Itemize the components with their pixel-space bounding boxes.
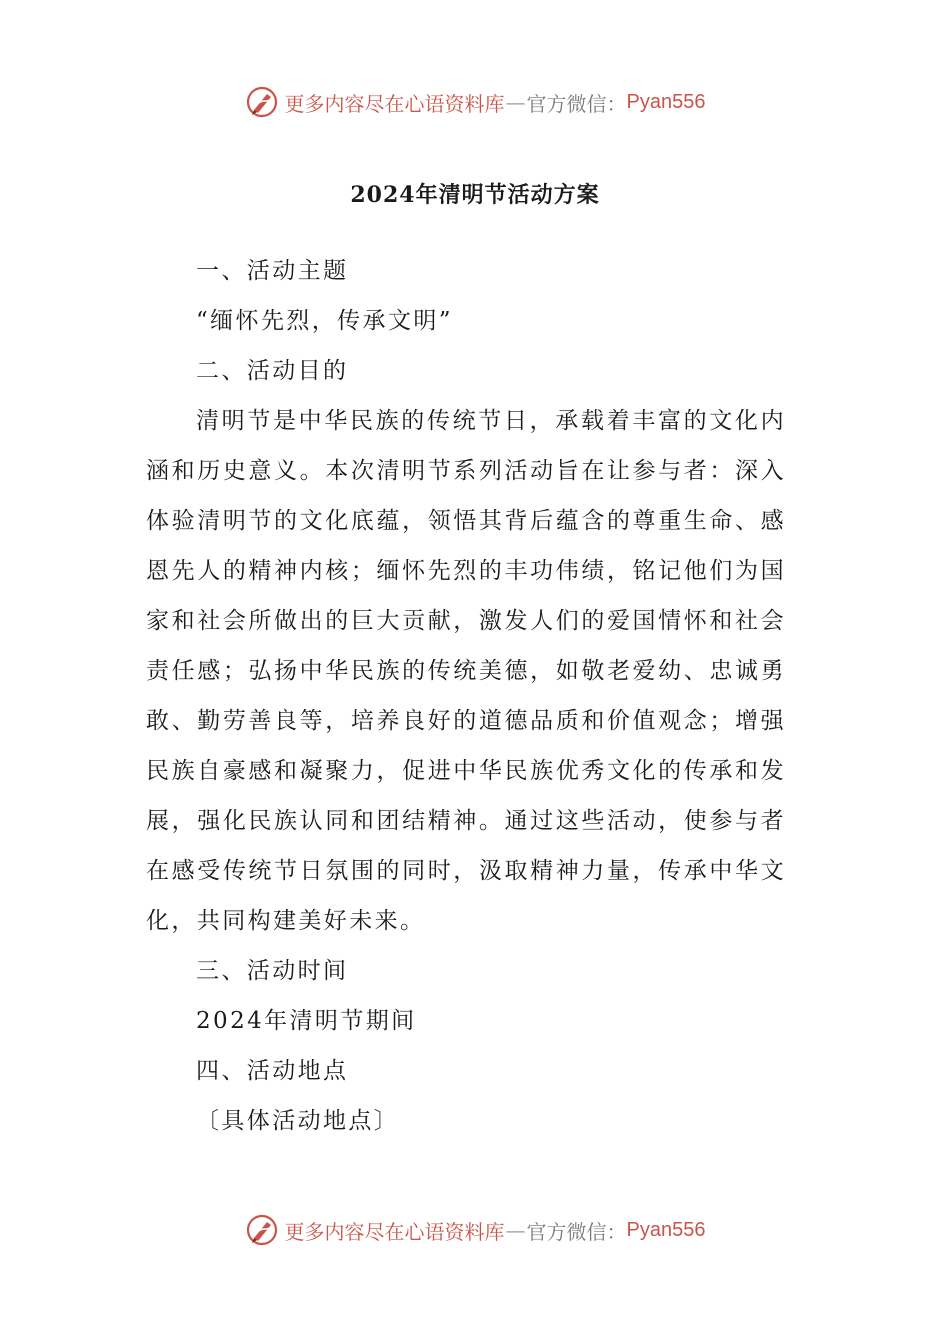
banner-text (285, 1216, 706, 1245)
banner-wechat-id: Pyan556 (626, 90, 706, 113)
pen-logo-icon (245, 85, 279, 119)
footer-banner (0, 1208, 950, 1252)
header-banner (0, 80, 950, 124)
heading-location: 四、活动地点 (196, 1058, 349, 1084)
document-body (146, 246, 786, 1146)
banner-main-text: 更多内容尽在心语资料库 (284, 1219, 505, 1244)
banner-dash: — (505, 1218, 526, 1242)
banner-main-text: 更多内容尽在心语资料库 (284, 91, 505, 116)
banner-dash: — (505, 90, 526, 114)
theme-text: “缅怀先烈，传承文明” (196, 308, 453, 334)
pen-logo-icon (245, 1213, 279, 1247)
document-title: 2024年清明节活动方案 (350, 182, 600, 208)
purpose-text: 清明节是中华民族的传统节日，承载着丰富的文化内涵和历史意义。本次清明节系列活动旨在让参与者：深入体验清明节的文化底蕴，领悟其背后蕴含的尊重生命、感恩先人的精神内核；缅怀先烈的丰功伟绩，铭记他们为国家和社会所做出的巨大贡献，激发人们的爱国情怀和社会责任感；弘扬中华民族的传统美德，如敬老爱幼、忠诚勇敢、勤劳善良等，培养良好的道德品质和价值观念；增强民族自豪感和凝聚力，促进中华民族优秀文化的传承和发展，强化民族认同和团结精神。通过这些活动，使参与者在感受传统节日氛围的同时，汲取精神力量，传承中华文化，共同构建美好未来。 (146, 408, 786, 934)
banner-official-text: 官方微信： (526, 91, 627, 116)
time-text: 2024年清明节期间 (196, 1008, 417, 1034)
heading-theme: 一、活动主题 (196, 258, 349, 284)
location-text: 〔具体活动地点〕 (196, 1108, 400, 1134)
banner-wechat-id: Pyan556 (626, 1218, 706, 1241)
banner-text (285, 88, 706, 117)
heading-time: 三、活动时间 (196, 958, 349, 984)
heading-purpose: 二、活动目的 (196, 358, 349, 384)
banner-official-text: 官方微信： (526, 1219, 627, 1244)
